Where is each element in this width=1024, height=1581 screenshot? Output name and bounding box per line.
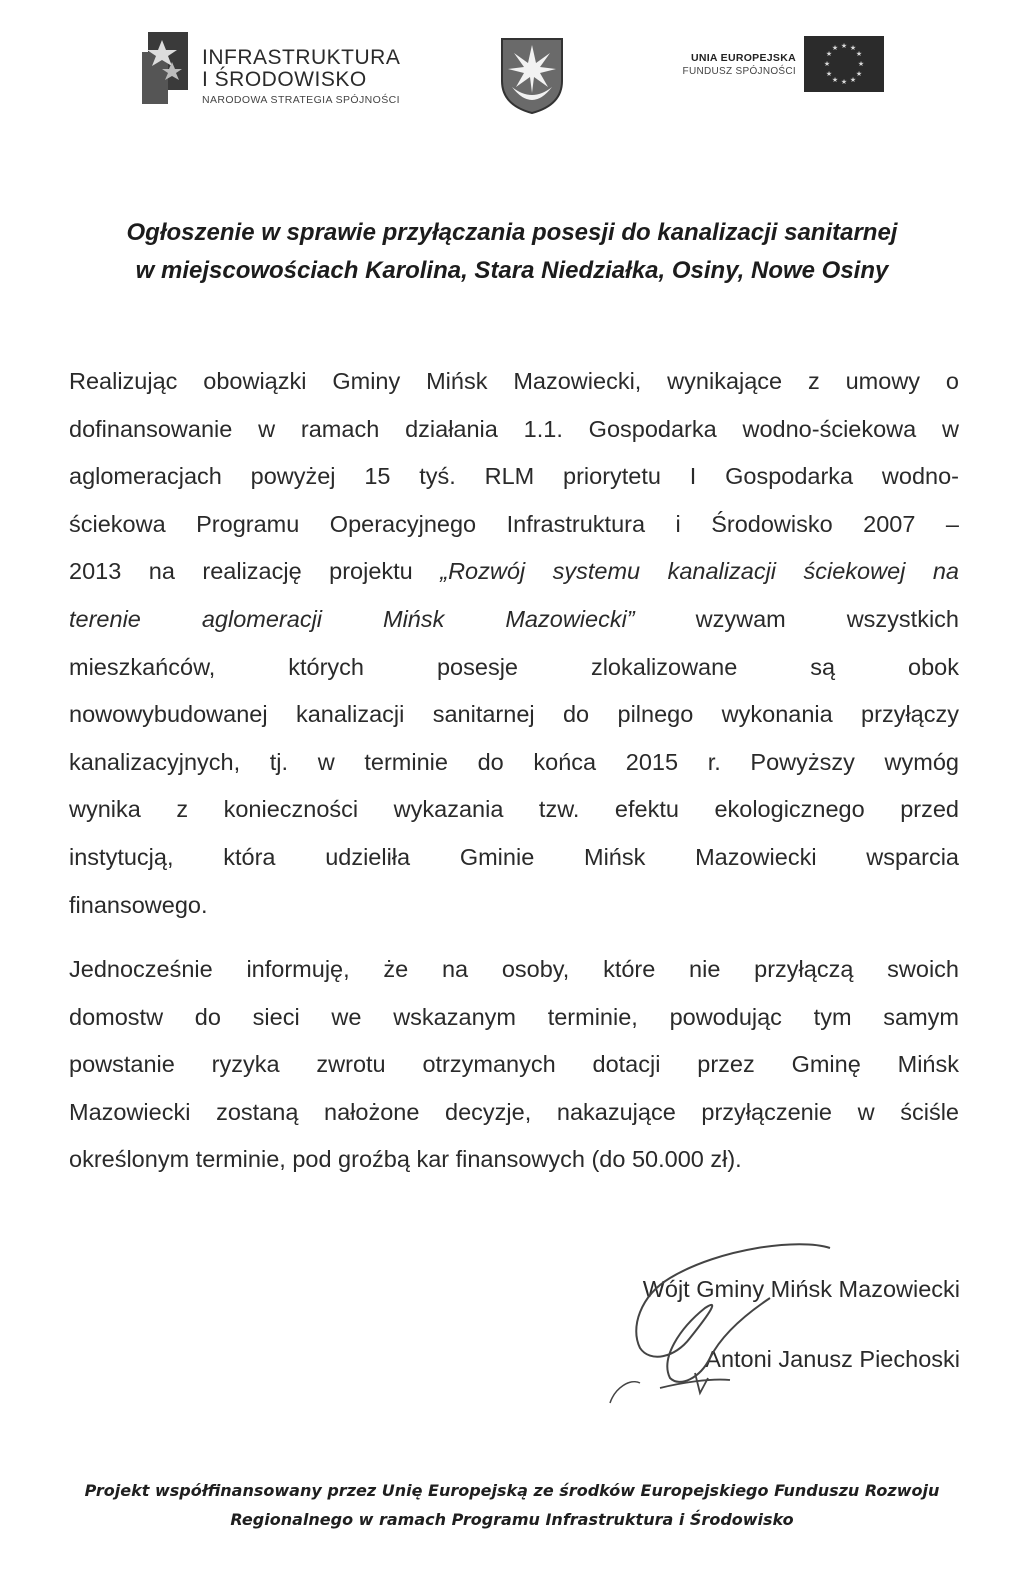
- paragraph-line: Mazowiecki zostaną nałożone decyzje, nakazujące przyłączenie w ściśle: [69, 1098, 959, 1125]
- eu-flag-icon: [804, 36, 884, 92]
- municipal-crest-icon: [498, 35, 566, 115]
- paragraph-line: finansowego.: [69, 891, 208, 918]
- logo-title-line2: I ŚRODOWISKO: [202, 68, 367, 91]
- paragraph-line: kanalizacyjnych, tj. w terminie do końca 2015 r. Powyższy wymóg: [69, 748, 959, 775]
- footer-line1: Projekt współfinansowany przez Unię Europejską ze środków Europejskiego Funduszu Rozwoju: [84, 1481, 940, 1500]
- logo-title-line1: INFRASTRUKTURA: [202, 46, 401, 69]
- cofinancing-footer: [50, 1476, 974, 1534]
- paragraph-1: [69, 358, 959, 929]
- paragraph-line: [69, 596, 959, 644]
- svg-text:★: ★: [855, 50, 863, 58]
- eu-logo-subtitle: FUNDUSZ SPÓJNOŚCI: [682, 66, 796, 77]
- svg-text:★: ★: [849, 44, 857, 52]
- signatory-role: Wójt Gminy Mińsk Mazowiecki: [642, 1276, 960, 1302]
- paragraph-line: powstanie ryzyka zwrotu otrzymanych dotacji przez Gminę Mińsk: [69, 1051, 959, 1078]
- svg-text:★: ★: [831, 44, 839, 52]
- paragraph-line: ściekowa Programu Operacyjnego Infrastruktura i Środowisko 2007 –: [69, 510, 959, 537]
- signatory-name: Antoni Janusz Piechoski: [705, 1346, 960, 1372]
- svg-text:★: ★: [840, 42, 848, 50]
- line-text: 2013 na realizację projektu: [69, 558, 441, 585]
- line-text: wzywam wszystkich: [634, 605, 960, 632]
- title-line1: Ogłoszenie w sprawie przyłączania posesji do kanalizacji sanitarnej: [126, 219, 898, 246]
- infrastruktura-logo: [142, 30, 442, 110]
- paragraph-line: aglomeracjach powyżej 15 tyś. RLM priorytetu I Gospodarka wodno-: [69, 463, 959, 490]
- svg-text:★: ★: [849, 76, 857, 84]
- project-name-text: terenie aglomeracji Mińsk Mazowiecki”: [69, 605, 635, 632]
- footer-line2: Regionalnego w ramach Programu Infrastruktura i Środowisko: [230, 1510, 794, 1529]
- paragraph-line: [69, 548, 959, 596]
- svg-text:★: ★: [831, 76, 839, 84]
- project-name-text: „Rozwój systemu kanalizacji ściekowej na: [440, 558, 959, 585]
- announcement-title: [60, 214, 964, 290]
- paragraph-line: Jednocześnie informuję, że na osoby, które nie przyłączą swoich: [69, 956, 959, 982]
- infrastruktura-logo-icon: [142, 32, 188, 104]
- logo-subtitle: NARODOWA STRATEGIA SPÓJNOŚCI: [202, 94, 400, 106]
- paragraph-line: domostw do sieci we wskazanym terminie, powodując tym samym: [69, 1003, 959, 1030]
- svg-text:★: ★: [857, 60, 865, 68]
- paragraph-line: Realizując obowiązki Gminy Mińsk Mazowiecki, wynikające z umowy o: [69, 368, 959, 394]
- eu-logo-title: UNIA EUROPEJSKA: [690, 52, 796, 64]
- paragraph-line: instytucją, która udzieliła Gminie Mińsk Mazowiecki wsparcia: [69, 843, 959, 870]
- paragraph-line: mieszkańców, których posesje zlokalizowane są obok: [69, 653, 959, 680]
- paragraph-line: wynika z konieczności wykazania tzw. efektu ekologicznego przed: [69, 796, 959, 823]
- eu-cohesion-fund-logo: [660, 36, 890, 96]
- svg-text:★: ★: [825, 70, 833, 78]
- paragraph-2: [69, 946, 959, 1184]
- svg-text:★: ★: [855, 70, 863, 78]
- paragraph-line: dofinansowanie w ramach działania 1.1. Gospodarka wodno-ściekowa w: [69, 415, 959, 442]
- svg-text:★: ★: [840, 78, 848, 86]
- svg-text:★: ★: [823, 60, 831, 68]
- title-line2: w miejscowościach Karolina, Stara Niedziałka, Osiny, Nowe Osiny: [135, 257, 889, 284]
- paragraph-line: określonym terminie, pod groźbą kar finansowych (do 50.000 zł).: [69, 1146, 742, 1173]
- paragraph-line: nowowybudowanej kanalizacji sanitarnej do pilnego wykonania przyłączy: [69, 701, 959, 728]
- svg-text:★: ★: [825, 50, 833, 58]
- handwritten-signature: [600, 1238, 850, 1413]
